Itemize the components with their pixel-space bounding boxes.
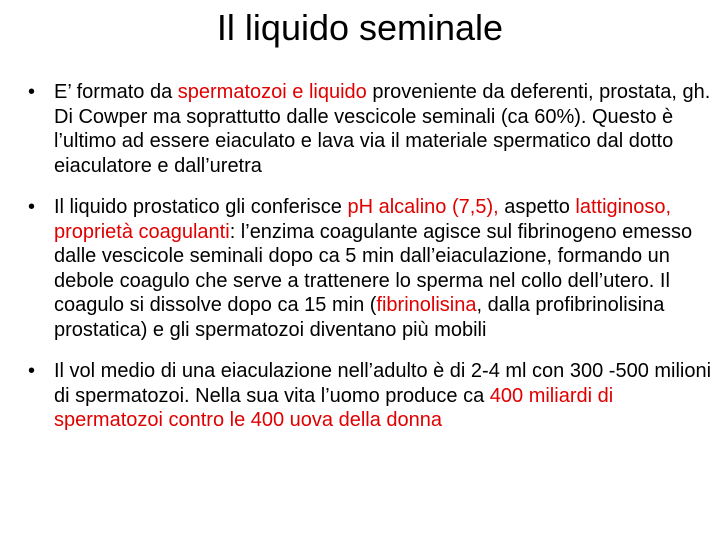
text-segment: E’ formato da <box>54 81 178 103</box>
bullet-item-3 <box>28 359 716 433</box>
bullet-text <box>54 81 710 177</box>
text-segment: : l’enzima coagulante agisce sul fibrinogeno emesso dalle vescicole seminali dopo ca 5 min dall’eiaculazione, formando un debole coagulo che serve a trattenere lo sperma nel collo dell’utero. Il coagulo si dissolve dopo ca 15 min ( <box>54 220 693 316</box>
text-segment: aspetto <box>498 196 576 218</box>
text-segment: Il vol medio di una eiaculazione nell’adulto è di 2-4 ml con 300 -500 milioni di spermatozoi. Nella sua vita l’uomo produce ca <box>54 360 712 407</box>
text-segment: Il liquido prostatico gli conferisce <box>54 196 348 218</box>
bullet-text <box>54 360 711 431</box>
highlighted-segment: 400 miliardi di spermatozoi contro le 400 uova della donna <box>54 384 614 431</box>
slide-title: Il liquido seminale <box>216 7 504 48</box>
highlighted-segment: lattiginoso, proprietà coagulanti <box>54 196 672 243</box>
highlighted-segment: fibrinolisina <box>376 294 477 316</box>
bullet-dot-icon: • <box>28 360 36 382</box>
highlighted-segment: pH alcalino (7,5), <box>347 196 499 218</box>
bullet-text <box>54 196 692 341</box>
text-segment: proveniente da deferenti, prostata, gh. Di Cowper ma soprattutto dalle vescicole seminali (ca 60%). Questo è l’ultimo ad essere eiaculato e lava via il materiale spermatico dal dotto eiaculatore e dall’uretra <box>54 81 711 177</box>
bullet-item-1 <box>28 80 716 178</box>
bullet-dot-icon: • <box>28 81 36 103</box>
bullet-dot-icon: • <box>28 196 36 218</box>
bullet-list <box>28 80 716 450</box>
text-segment: , dalla profibrinolisina prostatica) e gli spermatozoi diventano più mobili <box>54 294 665 341</box>
bullet-item-2 <box>28 195 716 342</box>
highlighted-segment: spermatozoi e liquido <box>177 81 367 103</box>
